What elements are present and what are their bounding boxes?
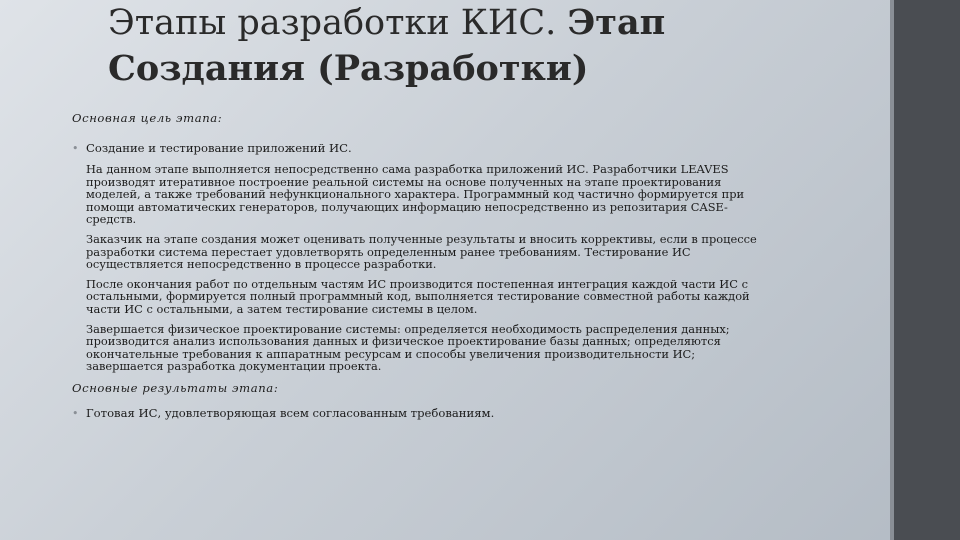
- slide-content: [72, 111, 772, 420]
- right-decorative-band: [890, 0, 960, 540]
- bullet-dot-icon: •: [72, 406, 79, 420]
- results-bullet: [72, 407, 772, 420]
- goal-bullet-text: Создание и тестирование приложений ИС.: [86, 141, 352, 155]
- slide-title: [108, 0, 828, 92]
- goal-bullet: [72, 142, 772, 155]
- bullet-dot-icon: •: [72, 142, 79, 155]
- title-line2-bold: Создания (Разработки): [108, 48, 589, 89]
- goal-heading: Основная цель этапа:: [72, 111, 223, 125]
- paragraph-4: Завершается физическое проектирование системы: определяется необходимость распределения данных; производится анализ использования данных и физическое проектирование базы данных; определяются окончательные требования к аппаратным ресурсам и способы увеличения производительности ИС; завершается разработка документации проекта.: [86, 321, 730, 374]
- title-line1-bold: Этап: [567, 2, 666, 43]
- paragraph-3: После окончания работ по отдельным частям ИС производится постепенная интеграция каждой части ИС с остальными, формируется полный программный код, выполняется тестирование совместной работы каждой части ИС с остальными, а затем тестирование системы в целом.: [86, 276, 750, 316]
- paragraph-1: На данном этапе выполняется непосредственно сама разработка приложений ИС. Разработчики LEAVES производят итеративное построение реальной системы на основе полученных на этапе проектирования моделей, а также требований нефункционального характера. Программный код частично формируется при помощи автоматических генераторов, получающих информацию непосредственно из репозитария CASE-средств.: [86, 162, 745, 227]
- right-decorative-line: [890, 0, 894, 540]
- results-bullet-text: Готовая ИС, удовлетворяющая всем согласованным требованиям.: [86, 405, 495, 420]
- results-heading: Основные результаты этапа:: [72, 380, 279, 395]
- paragraph-2: Заказчик на этапе создания может оценивать полученные результаты и вносить коррективы, если в процессе разработки система перестает удовлетворять определенным ранее требованиям. Тестирование ИС осуществляется непосредственно в процессе разработки.: [86, 231, 757, 272]
- title-line1-normal: Этапы разработки КИС.: [108, 3, 568, 43]
